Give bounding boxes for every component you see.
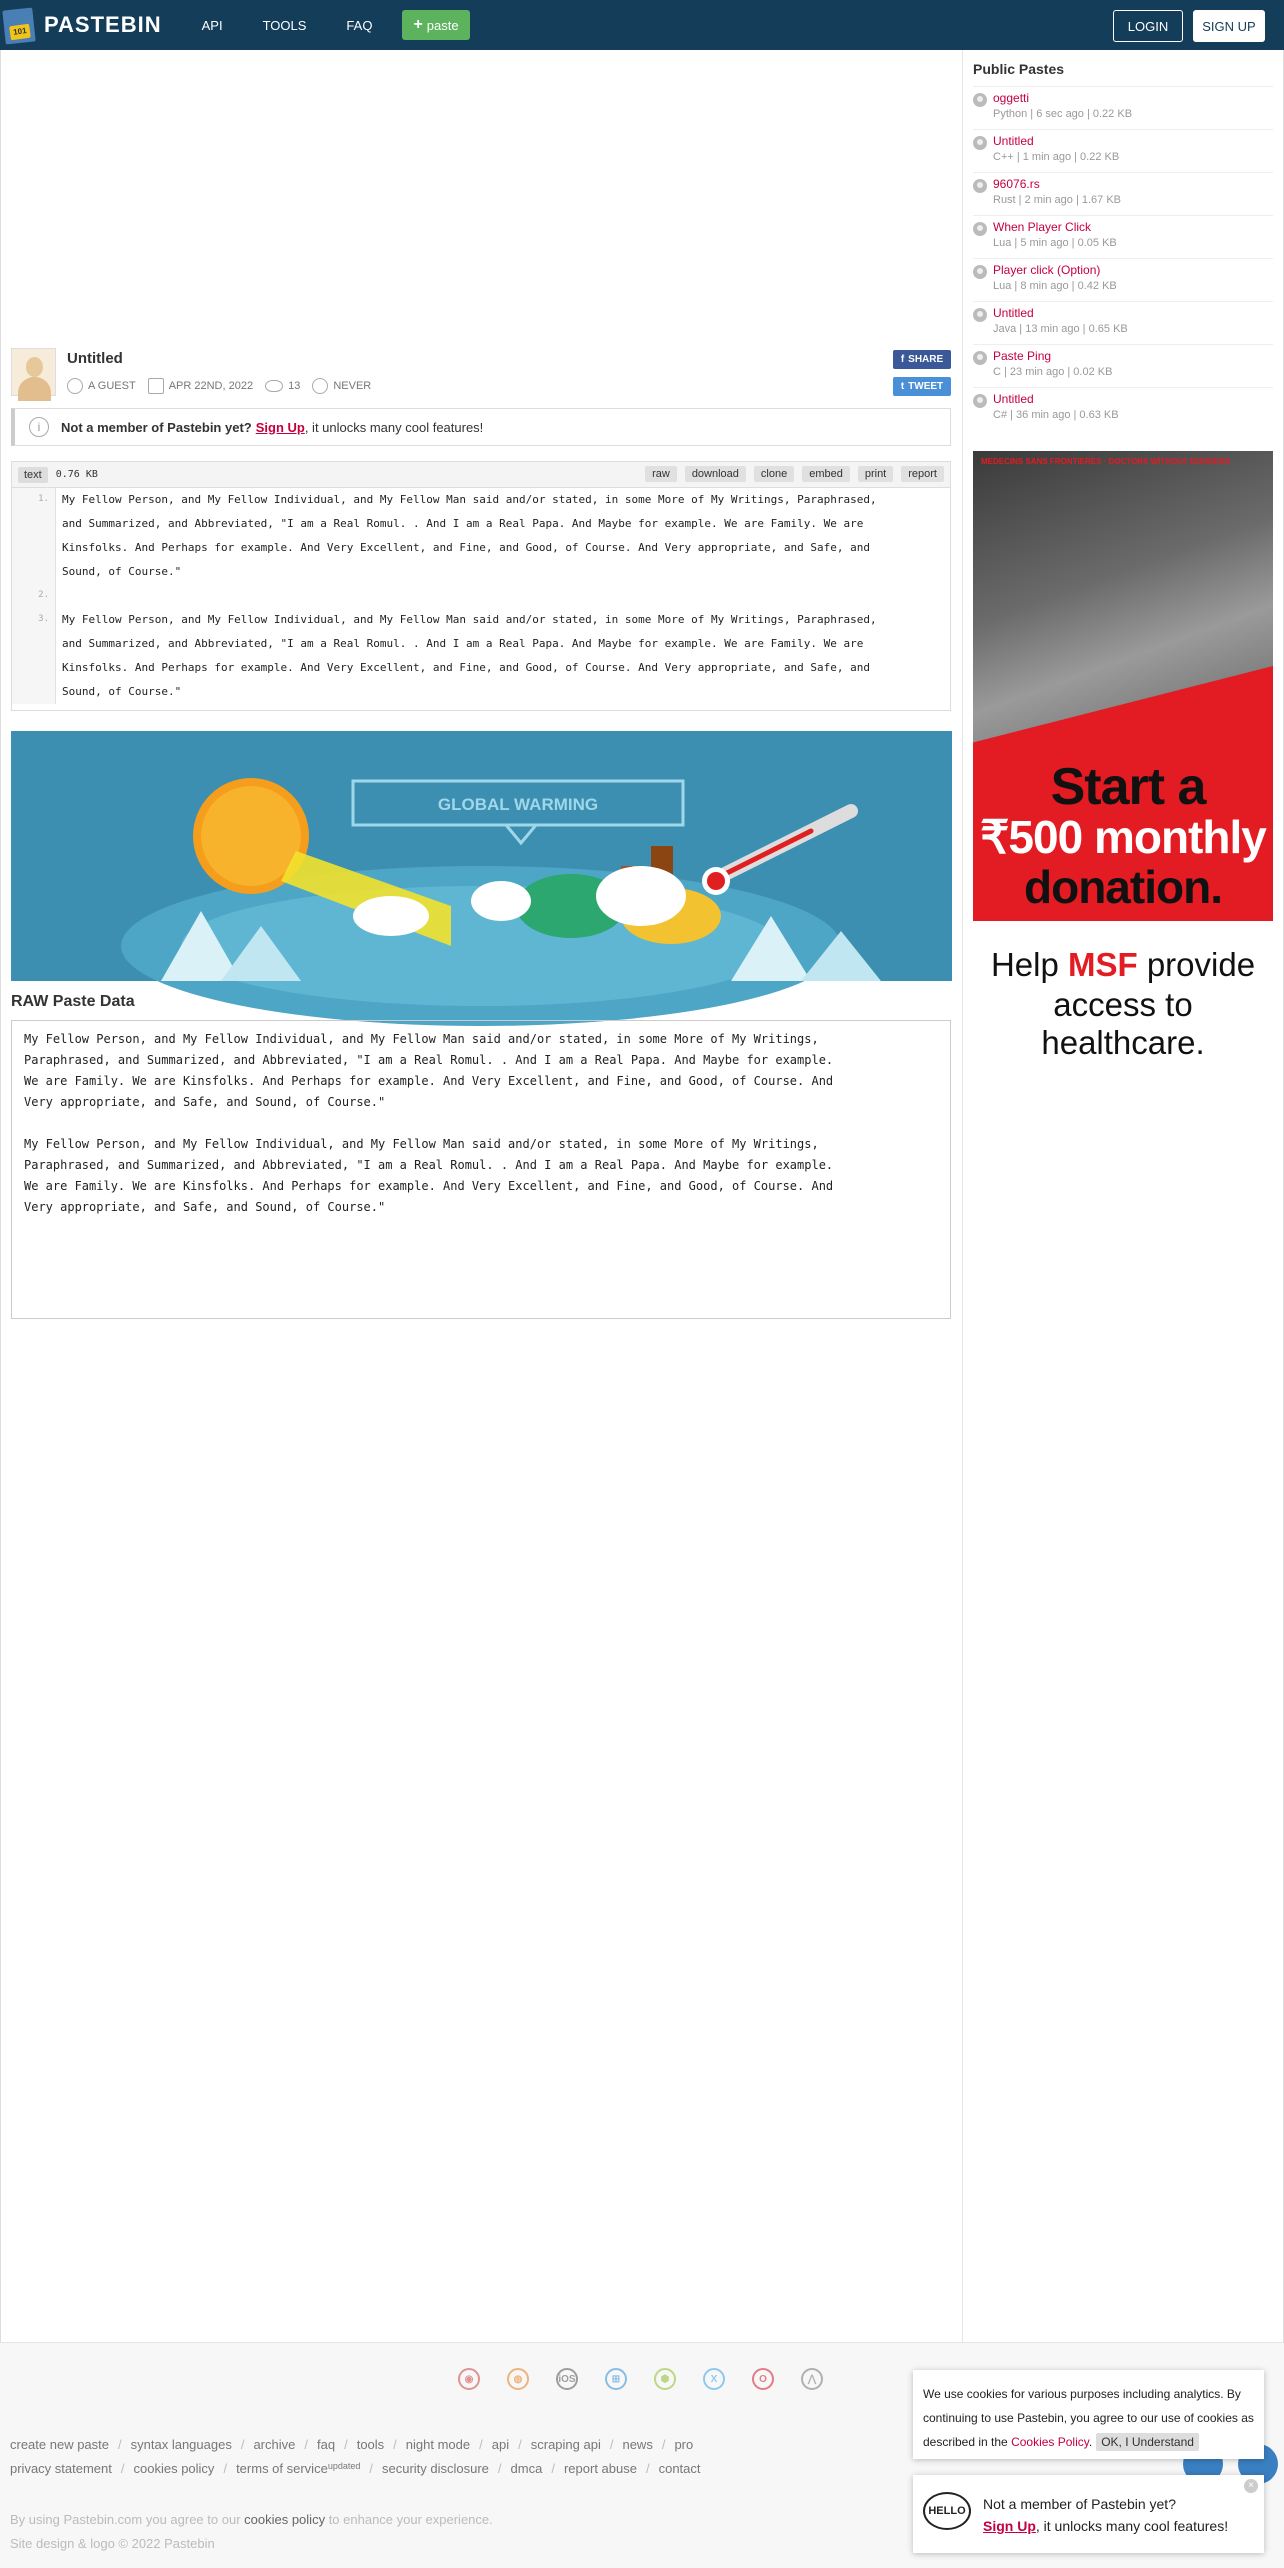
public-paste-meta: C# | 36 min ago | 0.63 KB <box>993 409 1119 421</box>
public-paste-icon <box>973 265 987 279</box>
calendar-icon <box>148 378 164 394</box>
public-pastes-title: Public Pastes <box>973 61 1065 77</box>
clone-button[interactable]: clone <box>754 466 794 482</box>
global-warming-illustration <box>11 731 952 981</box>
footer-link[interactable]: faq <box>317 2437 336 2452</box>
public-paste-icon <box>973 222 987 236</box>
public-paste-name[interactable]: Player click (Option) <box>993 263 1101 277</box>
footer-link[interactable]: night mode <box>405 2437 471 2452</box>
linux-icon[interactable]: ⋀ <box>801 2368 823 2390</box>
signup-popup <box>913 2475 1264 2553</box>
public-paste-item[interactable] <box>973 344 1273 384</box>
footer-link[interactable]: privacy statement <box>10 2461 112 2476</box>
separator: / <box>645 2461 650 2476</box>
cookie-consent: We use cookies for various purposes including analytics. By continuing to use Pastebin, you agree to our use of cookies as described in the Cookies Policy. OK, I Understand <box>913 2370 1264 2459</box>
syntax-tag[interactable]: text <box>18 467 48 483</box>
share-label: SHARE <box>908 354 944 365</box>
footer-link[interactable]: contact <box>658 2461 701 2476</box>
footer-link[interactable]: terms of service <box>236 2461 328 2476</box>
paste-title: Untitled <box>67 350 123 367</box>
public-paste-icon <box>973 93 987 107</box>
pastebin-logo[interactable] <box>2 5 162 45</box>
facebook-share-button[interactable] <box>893 350 951 369</box>
separator: / <box>120 2461 125 2476</box>
separator: / <box>344 2437 348 2452</box>
public-paste-item[interactable] <box>973 86 1273 126</box>
code-toolbar <box>12 462 950 488</box>
footer-links-row1 <box>10 2437 693 2452</box>
macos-icon[interactable]: X <box>703 2368 725 2390</box>
separator: / <box>518 2437 522 2452</box>
footer-link[interactable]: cookies policy <box>133 2461 215 2476</box>
footer-cookies-link[interactable]: cookies policy <box>244 2512 326 2527</box>
footer-note: By using Pastebin.com you agree to our cookies policy to enhance your experience. <box>10 2512 493 2527</box>
raw-paste-textarea[interactable]: My Fellow Person, and My Fellow Individual, and My Fellow Man said and/or stated, in some More of My Writings, Paraphrased, and Summarized, and Abbreviated, "I am a Real Romul. . And I am a Real Papa. And Maybe for example. We are Family. We are Kinsfolks. And Perhaps for example. And Very Excellent, and Fine, and Good, of Course. And Very appropriate, and Safe, and Sound, of Course." My Fellow Person, and My Fellow Individual, and My Fellow Man said and/or stated, in some More of My Writings, Paraphrased, and Summarized, and Abbreviated, "I am a Real Romul. . And I am a Real Papa. And Maybe for example. We are Family. We are Kinsfolks. And Perhaps for example. And Very Excellent, and Fine, and Good, of Course. And Very appropriate, and Safe, and Sound, of Course." <box>11 1020 951 1319</box>
cookie-text: We use cookies for various purposes including analytics. By continuing to use Pastebin, you agree to our use of cookies as described in the <box>923 2387 1254 2449</box>
public-paste-icon <box>973 351 987 365</box>
footer-link[interactable]: news <box>622 2437 653 2452</box>
signup-popup-line1: Not a member of Pastebin yet? <box>983 2496 1176 2512</box>
public-paste-name[interactable]: Untitled <box>993 306 1034 320</box>
twitter-icon: t <box>900 381 905 392</box>
footer-link[interactable]: syntax languages <box>130 2437 232 2452</box>
line-number: 2. <box>12 584 56 608</box>
expire-icon <box>312 378 328 394</box>
line-content <box>56 584 950 608</box>
public-paste-name[interactable]: When Player Click <box>993 220 1092 234</box>
signup-button[interactable]: SIGN UP <box>1193 10 1265 42</box>
footer-copyright: Site design & logo © 2022 Pastebin <box>10 2536 215 2551</box>
separator: / <box>661 2437 666 2452</box>
line-number: 1. <box>12 488 56 584</box>
paste-meta <box>67 378 383 394</box>
ad-line2: ₹500 monthly <box>980 811 1266 863</box>
download-button[interactable]: download <box>685 466 746 482</box>
nav-tools[interactable]: TOOLS <box>262 17 307 33</box>
print-button[interactable]: print <box>858 466 893 482</box>
ad-line4: Help MSF provide <box>990 946 1256 983</box>
top-header <box>0 0 1284 50</box>
line-content: My Fellow Person, and My Fellow Individual, and My Fellow Man said and/or stated, in some More of My Writings, Paraphrased, and Summarized, and Abbreviated, "I am a Real Romul. . And I am a Real Papa. And Maybe for example. We are Family. We are Kinsfolks. And Perhaps for example. And Very Excellent, and Fine, and Good, of Course. And Very appropriate, and Safe, and Sound, of Course." <box>62 493 877 578</box>
footer-link[interactable]: archive <box>253 2437 296 2452</box>
public-paste-name[interactable]: oggetti <box>993 91 1030 105</box>
public-paste-meta: C++ | 1 min ago | 0.22 KB <box>993 151 1120 163</box>
twitter-tweet-button[interactable] <box>893 377 951 396</box>
notice-rest: , it unlocks many cool features! <box>304 419 484 435</box>
new-paste-label: paste <box>426 17 459 33</box>
paste-author[interactable]: A GUEST <box>88 380 136 392</box>
code-line <box>12 488 950 584</box>
public-paste-item[interactable] <box>973 172 1273 212</box>
firefox-icon[interactable]: ◍ <box>507 2368 529 2390</box>
raw-button[interactable]: raw <box>645 466 677 482</box>
public-paste-item[interactable] <box>973 387 1273 427</box>
code-box <box>11 461 951 711</box>
separator: / <box>497 2461 502 2476</box>
banner-caption: GLOBAL WARMING <box>437 795 599 814</box>
windows-icon[interactable]: ⊞ <box>605 2368 627 2390</box>
nav-api[interactable]: API <box>201 17 223 33</box>
login-button[interactable]: LOGIN <box>1113 10 1183 42</box>
app-icons <box>458 2368 850 2390</box>
new-paste-button[interactable] <box>402 10 469 40</box>
paste-size: 0.76 KB <box>55 469 98 480</box>
guest-avatar <box>11 348 56 396</box>
ios-icon[interactable]: iOS <box>556 2368 578 2390</box>
footer-link[interactable]: tools <box>356 2437 385 2452</box>
opera-icon[interactable]: O <box>752 2368 774 2390</box>
separator: / <box>551 2461 555 2476</box>
public-paste-name[interactable]: 96076.rs <box>993 177 1040 191</box>
separator: / <box>223 2461 228 2476</box>
user-icon <box>67 378 83 394</box>
public-paste-meta: Lua | 8 min ago | 0.42 KB <box>993 280 1117 292</box>
footer-link[interactable]: api <box>491 2437 510 2452</box>
footer-links-row2 <box>10 2461 701 2476</box>
facebook-icon: f <box>900 354 905 365</box>
cookies-policy-link[interactable]: Cookies Policy <box>1011 2435 1089 2449</box>
separator: / <box>118 2437 122 2452</box>
notice-signup-link[interactable]: Sign Up <box>255 419 305 435</box>
line-content: My Fellow Person, and My Fellow Individual, and My Fellow Man said and/or stated, in some More of My Writings, Paraphrased, and Summarized, and Abbreviated, "I am a Real Romul. . And I am a Real Papa. And Maybe for example. We are Family. We are Kinsfolks. And Perhaps for example. And Very Excellent, and Fine, and Good, of Course. And Very appropriate, and Safe, and Sound, of Course." <box>62 613 877 698</box>
separator: / <box>240 2437 245 2452</box>
android-icon[interactable]: ⬢ <box>654 2368 676 2390</box>
cookie-ok-button[interactable]: OK, I Understand <box>1096 2433 1199 2451</box>
paste-expires: NEVER <box>333 380 372 392</box>
footer-link[interactable]: report abuse <box>563 2461 637 2476</box>
msf-logo: MEDECINS SANS FRONTIERES · DOCTORS WITHOUT BORDERS <box>981 457 1231 466</box>
signup-popup-line2: , it unlocks many cool features! <box>1035 2518 1229 2534</box>
public-paste-meta: Java | 13 min ago | 0.65 KB <box>993 323 1128 335</box>
code-lines <box>12 488 950 704</box>
embed-button[interactable]: embed <box>802 466 850 482</box>
ad-line1: Start a <box>1050 758 1206 816</box>
msf-ad[interactable] <box>973 451 1273 1061</box>
public-paste-item[interactable] <box>973 301 1273 341</box>
signup-popup-link[interactable]: Sign Up <box>983 2518 1036 2534</box>
plus-icon: + <box>413 16 423 33</box>
separator: / <box>609 2437 614 2452</box>
public-paste-meta: Python | 6 sec ago | 0.22 KB <box>993 108 1133 120</box>
report-button[interactable]: report <box>901 466 944 482</box>
public-paste-icon <box>973 179 987 193</box>
global-warming-banner[interactable] <box>11 731 952 981</box>
line-number: 3. <box>12 608 56 704</box>
public-paste-meta: C | 23 min ago | 0.02 KB <box>993 366 1113 378</box>
footer-link[interactable]: pro <box>674 2437 694 2452</box>
footer-link[interactable]: scraping api <box>530 2437 601 2452</box>
footer-link[interactable]: dmca <box>510 2461 543 2476</box>
paste-views: 13 <box>288 380 301 392</box>
public-paste-icon <box>973 136 987 150</box>
public-paste-icon <box>973 394 987 408</box>
footer-link[interactable]: create new paste <box>10 2437 110 2452</box>
notice-text: Not a member of Pastebin yet? <box>61 419 252 435</box>
ad-line3: donation. <box>1024 861 1222 913</box>
public-paste-icon <box>973 308 987 322</box>
code-line <box>12 584 950 608</box>
public-paste-name[interactable]: Untitled <box>993 392 1034 406</box>
public-paste-item[interactable] <box>973 258 1273 298</box>
public-paste-item[interactable] <box>973 215 1273 255</box>
updated-badge: updated <box>327 2461 361 2471</box>
info-icon: i <box>29 417 49 437</box>
public-paste-name[interactable]: Paste Ping <box>993 349 1052 363</box>
separator: / <box>479 2437 483 2452</box>
public-paste-meta: Rust | 2 min ago | 1.67 KB <box>993 194 1122 206</box>
tweet-label: TWEET <box>908 381 944 392</box>
eye-icon <box>265 380 283 392</box>
footer-link[interactable]: security disclosure <box>381 2461 489 2476</box>
hello-icon: HELLO <box>923 2492 971 2530</box>
ad-line5: access to healthcare. <box>1041 986 1205 1061</box>
close-icon[interactable]: × <box>1244 2479 1258 2493</box>
public-paste-meta: Lua | 5 min ago | 0.05 KB <box>993 237 1117 249</box>
nav-faq[interactable]: FAQ <box>346 17 373 33</box>
raw-paste-title: RAW Paste Data <box>11 993 135 1010</box>
member-notice <box>11 408 951 446</box>
brand-name: PASTEBIN <box>44 12 162 37</box>
public-paste-name[interactable]: Untitled <box>993 134 1034 148</box>
separator: / <box>393 2437 397 2452</box>
code-line <box>12 608 950 704</box>
public-paste-item[interactable] <box>973 129 1273 169</box>
sidebar-divider <box>962 50 963 2342</box>
chrome-icon[interactable]: ◉ <box>458 2368 480 2390</box>
pastebin-logo-icon: 101 <box>2 5 36 45</box>
separator: / <box>369 2461 373 2476</box>
paste-date: APR 22ND, 2022 <box>168 380 254 392</box>
separator: / <box>304 2437 308 2452</box>
